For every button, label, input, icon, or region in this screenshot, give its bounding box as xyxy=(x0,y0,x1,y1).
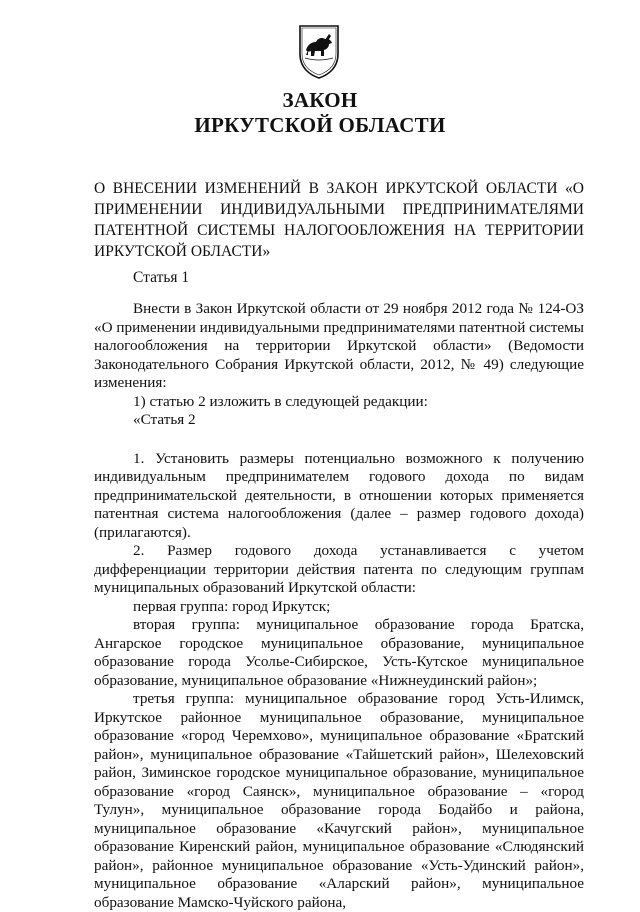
coat-of-arms-icon xyxy=(296,20,342,80)
document-title-law: ЗАКОН xyxy=(282,88,358,112)
law-subject-heading: О ВНЕСЕНИИ ИЗМЕНЕНИЙ В ЗАКОН ИРКУТСКОЙ ОБЛАСТИ «О ПРИМЕНЕНИИ ИНДИВИДУАЛЬНЫМИ ПРЕДПРИНИМАТЕЛЯМИ ПАТЕНТНОЙ СИСТЕМЫ НАЛОГООБЛОЖЕНИЯ НА ТЕРРИТОРИИ ИРКУТСКОЙ ОБЛАСТИ» xyxy=(94,180,584,260)
document-title-region: ИРКУТСКОЙ ОБЛАСТИ xyxy=(194,113,446,137)
paragraph-item-1: 1) статью 2 изложить в следующей редакции: xyxy=(133,392,428,410)
paragraph-point-2: 2. Размер годового дохода устанавливается с учетом дифференциации территории действия патента по следующим группам муниципальных образований Иркутской области: xyxy=(94,542,584,596)
paragraph-group-1: первая группа: город Иркутск; xyxy=(133,597,331,615)
law-body-text xyxy=(94,300,584,912)
paragraph-group-3: третья группа: муниципальное образование город Усть-Илимск, Иркутское районное муниципальное образование, муниципальное образование «город Черемхово», муниципальное образование «Братский район», муниципальное образование «Тайшетский район», Шелеховский район, Зиминское городское муниципальное образование, муниципальное образование «город Саянск», муниципальное образование – «город Тулун», муниципальное образование города Бодайбо и района, муниципальное образование «Качугский район», муниципальное образование Киренский район, муниципальное образование «Слюдянский район», районное муниципальное образование «Усть-Удинский район», муниципальное образование «Аларский район», муниципальное образование Мамско-Чуйского района, xyxy=(94,690,584,911)
paragraph-article-2-heading: «Статья 2 xyxy=(133,411,196,428)
paragraph-amendment-intro: Внести в Закон Иркутской области от 29 ноября 2012 года № 124-ОЗ «О применении индивидуальными предпринимателями патентной системы налогообложения на территории Иркутской области» (Ведомости Законодательного Собрания Иркутской области, 2012, № 49) следующие изменения: xyxy=(94,300,584,391)
paragraph-point-1: 1. Установить размеры потенциально возможного к получению индивидуальным предпринимателем годового дохода по видам предпринимательской деятельности, в отношении которых применяется патентная система налогообложения (далее – размер годового дохода) (прилагаются). xyxy=(94,449,584,541)
paragraph-group-2: вторая группа: муниципальное образование города Братска, Ангарское городское муниципальное образование, муниципальное образование города Усолье-Сибирское, Усть-Кутское муниципальное образование, муниципальное образование «Нижнеудинский район»; xyxy=(94,616,584,689)
article-heading: Статья 1 xyxy=(133,269,190,286)
